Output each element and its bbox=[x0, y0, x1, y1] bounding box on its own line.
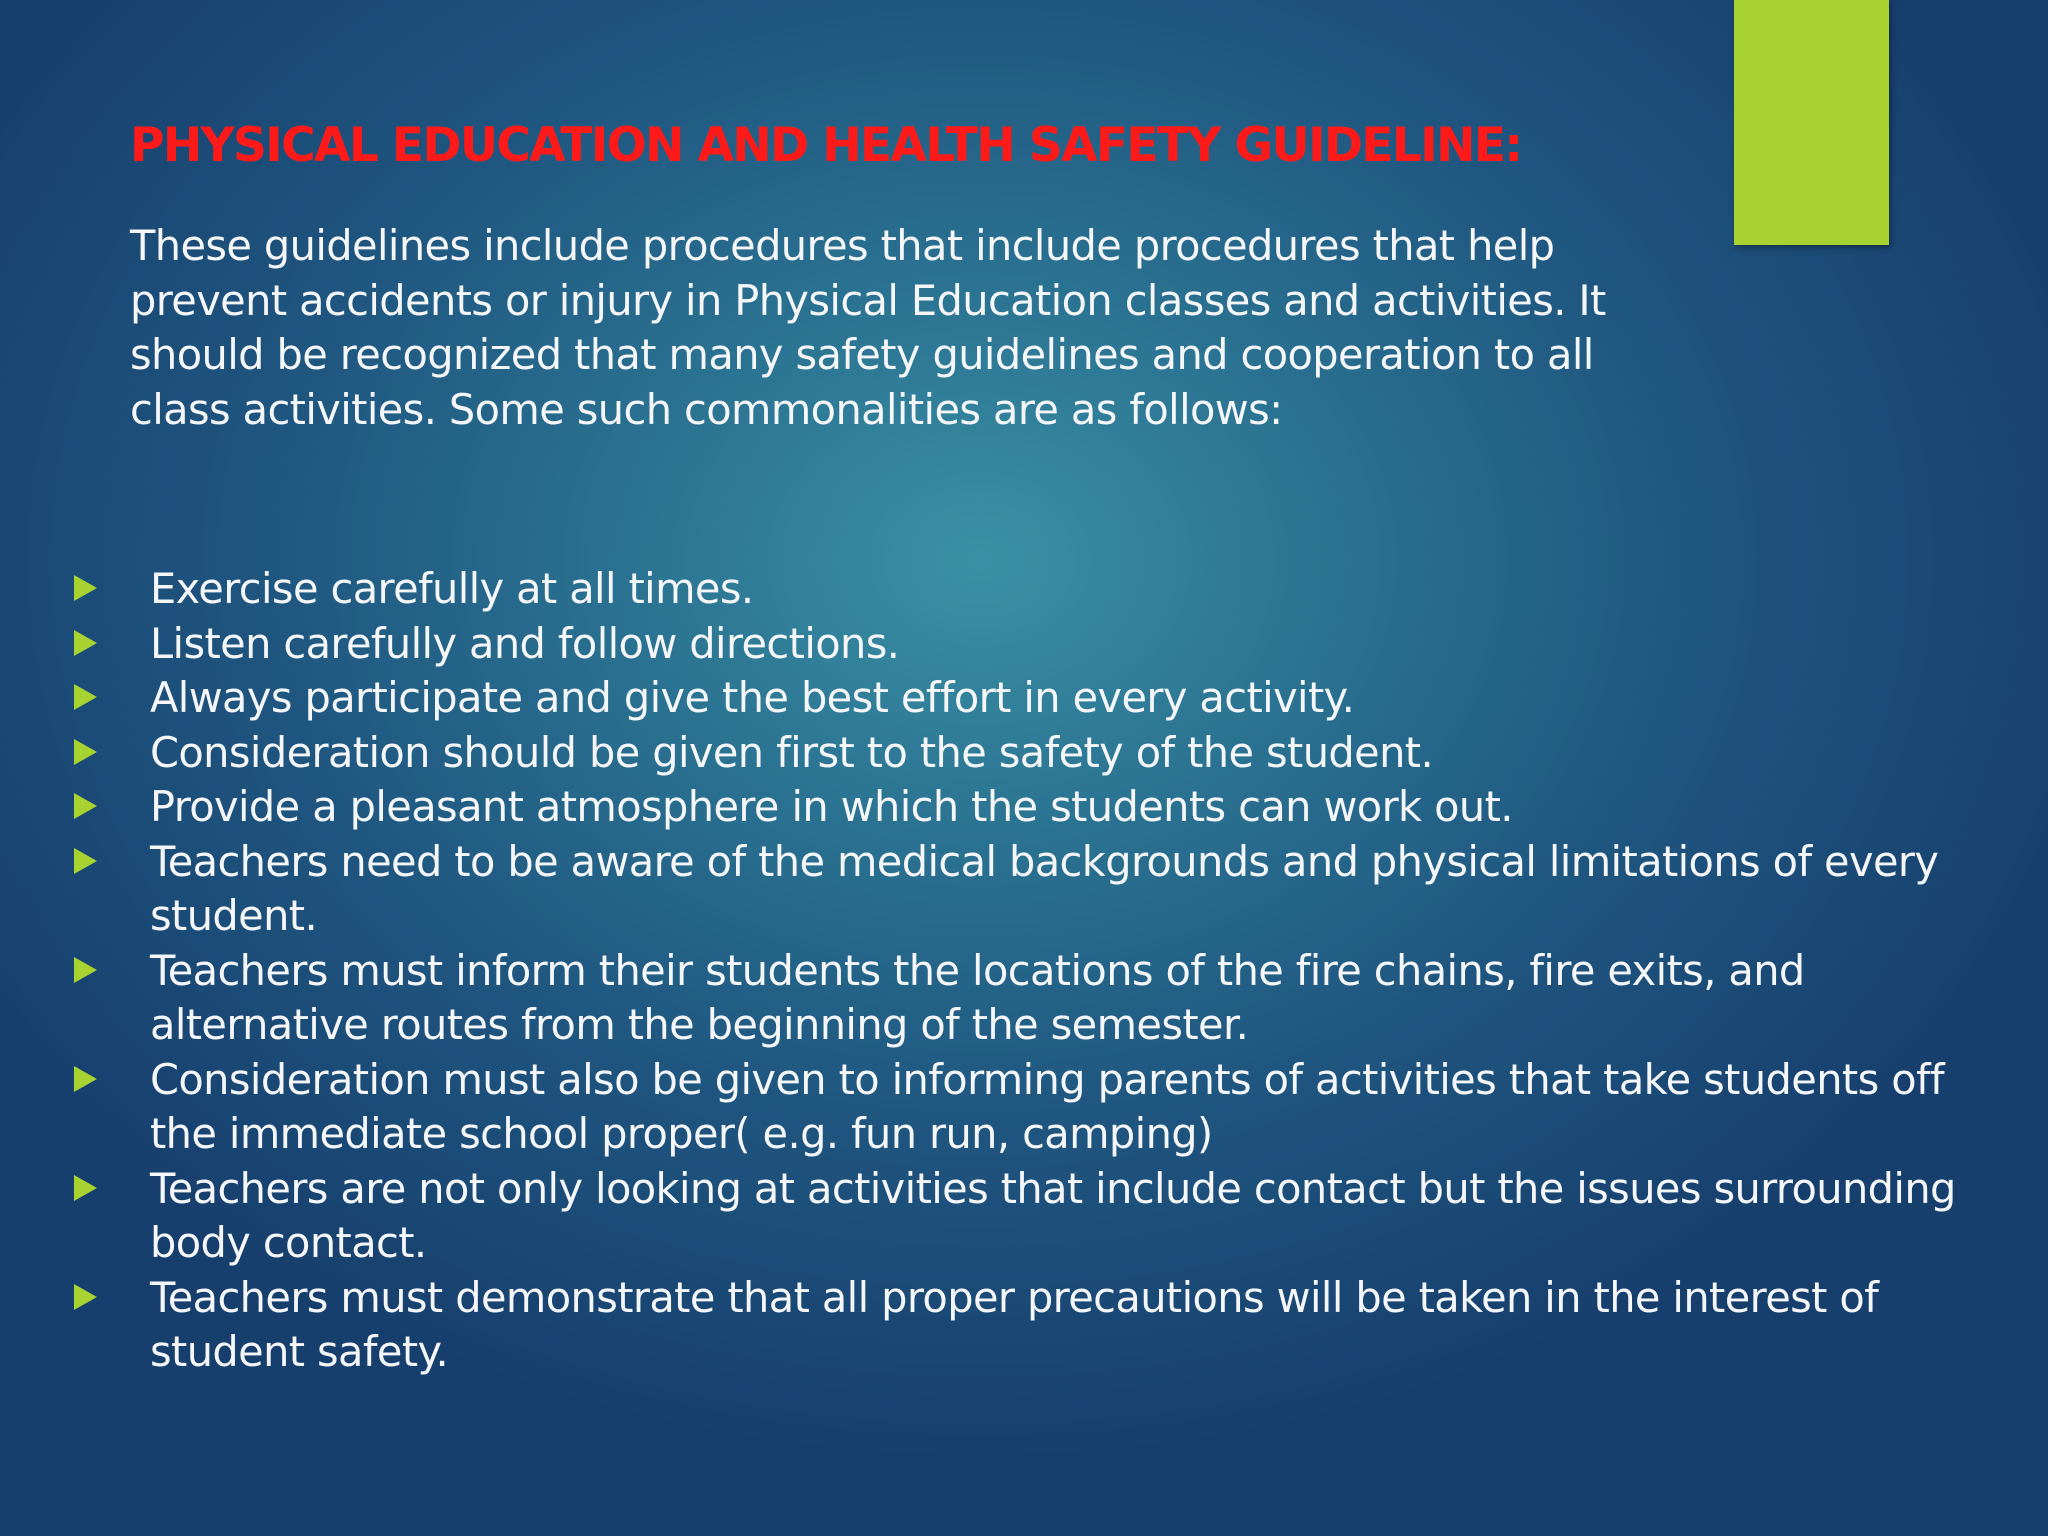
triangle-bullet-icon bbox=[74, 793, 97, 819]
list-item bbox=[70, 1271, 1970, 1380]
list-item bbox=[70, 835, 1970, 944]
bullet-text: Teachers are not only looking at activities that include contact but the issues surrounding body contact. bbox=[150, 1163, 1956, 1267]
triangle-bullet-icon bbox=[74, 1066, 97, 1092]
list-item bbox=[70, 944, 1970, 1053]
list-item bbox=[70, 1162, 1970, 1271]
triangle-bullet-icon bbox=[74, 957, 97, 983]
triangle-bullet-icon bbox=[74, 684, 97, 710]
bullet-text: Teachers need to be aware of the medical backgrounds and physical limitations of every student. bbox=[150, 836, 1939, 940]
bullet-text: Always participate and give the best effort in every activity. bbox=[150, 673, 1355, 722]
bullet-text: Exercise carefully at all times. bbox=[150, 564, 754, 613]
list-item bbox=[70, 671, 1970, 726]
bullet-list bbox=[70, 562, 1970, 1380]
list-item bbox=[70, 562, 1970, 617]
bullet-text: Teachers must inform their students the locations of the fire chains, fire exits, and alternative routes from the beginning of the semester. bbox=[150, 945, 1805, 1049]
bullet-text: Provide a pleasant atmosphere in which the students can work out. bbox=[150, 782, 1513, 831]
triangle-bullet-icon bbox=[74, 739, 97, 765]
triangle-bullet-icon bbox=[74, 1284, 97, 1310]
list-item bbox=[70, 617, 1970, 672]
triangle-bullet-icon bbox=[74, 575, 97, 601]
triangle-bullet-icon bbox=[74, 848, 97, 874]
bullet-text: Teachers must demonstrate that all proper precautions will be taken in the interest of student safety. bbox=[150, 1272, 1879, 1376]
slide-title: PHYSICAL EDUCATION AND HEALTH SAFETY GUIDELINE: bbox=[130, 118, 1522, 173]
triangle-bullet-icon bbox=[74, 630, 97, 656]
triangle-bullet-icon bbox=[74, 1175, 97, 1201]
intro-paragraph: These guidelines include procedures that include procedures that help prevent accidents or injury in Physical Education classes and activities. It should be recognized that many safety guidelines and cooperation to all class activities. Some such commonalities are as follows: bbox=[130, 221, 1606, 434]
accent-bar bbox=[1734, 0, 1889, 245]
bullet-text: Listen carefully and follow directions. bbox=[150, 618, 900, 668]
bullet-text: Consideration should be given first to the safety of the student. bbox=[150, 727, 1434, 777]
list-item bbox=[70, 726, 1970, 781]
bullet-text: Consideration must also be given to informing parents of activities that take students off the immediate school proper( e.g. fun run, camping) bbox=[150, 1054, 1945, 1158]
list-item bbox=[70, 780, 1970, 835]
list-item bbox=[70, 1053, 1970, 1162]
